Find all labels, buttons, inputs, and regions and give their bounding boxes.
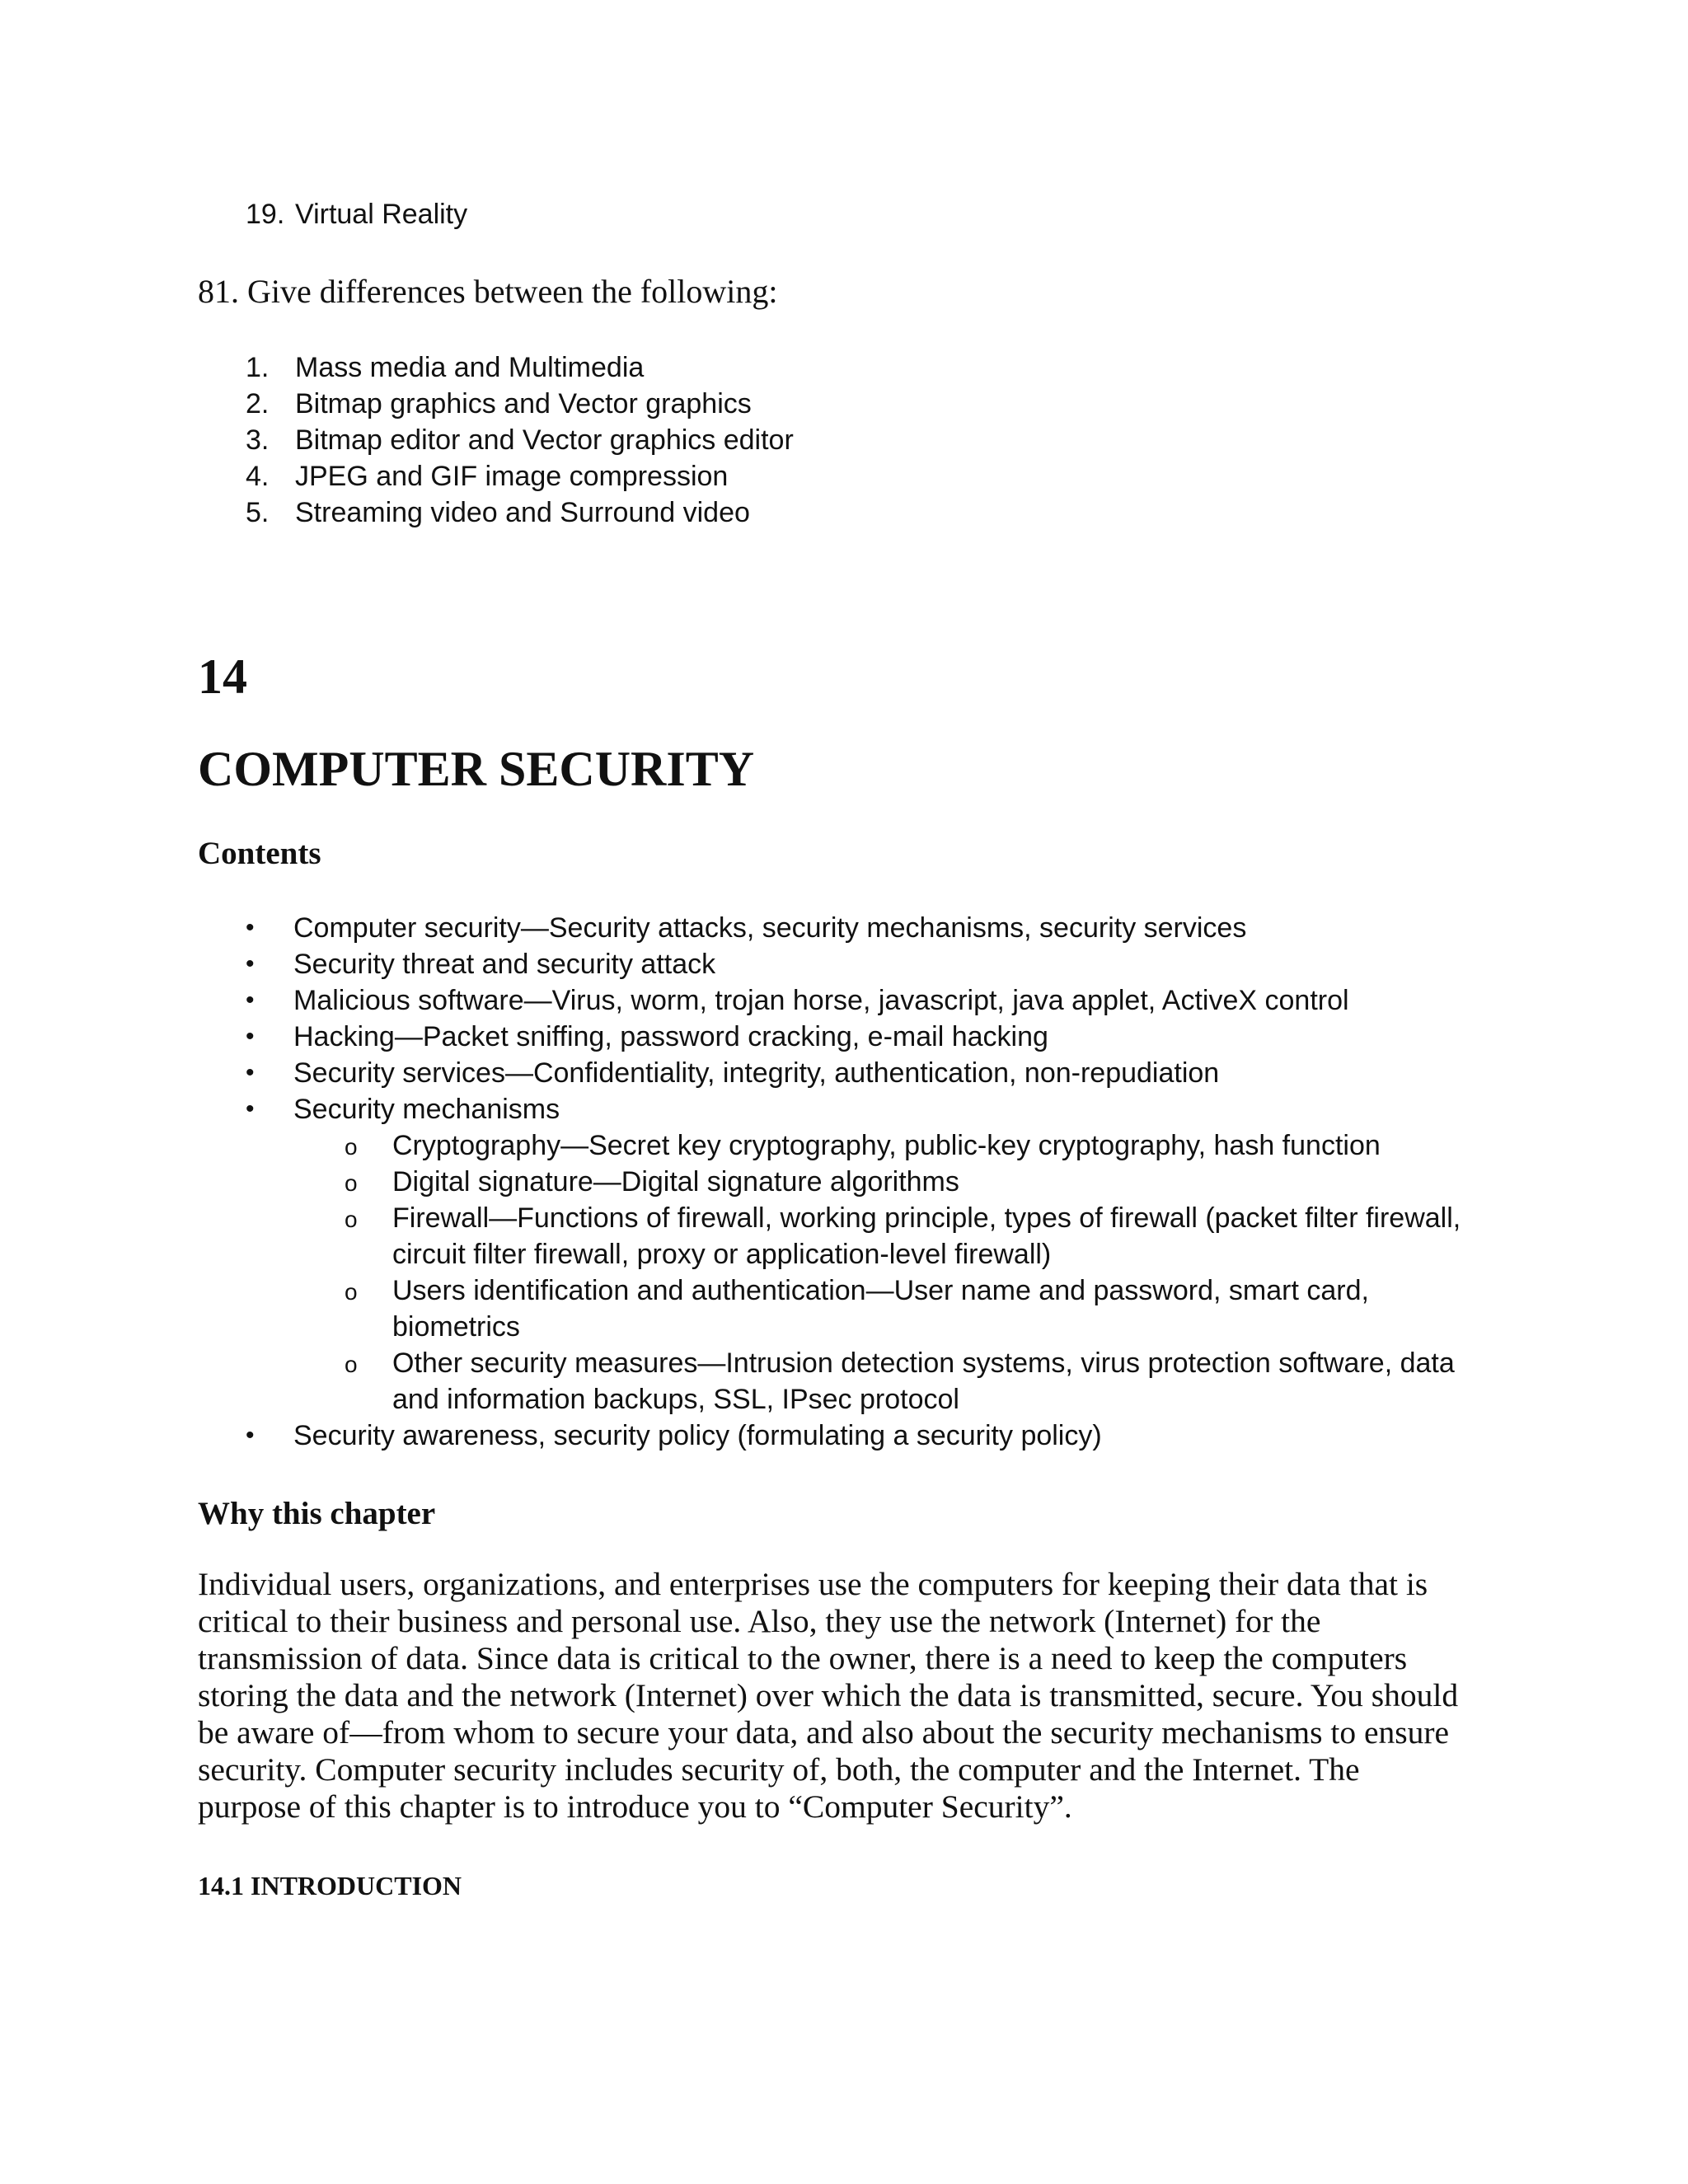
contents-subitem bbox=[345, 1127, 1381, 1164]
contents-subitem-text: Firewall—Functions of firewall, working principle, types of firewall (packet filter firewall, bbox=[392, 1202, 1461, 1234]
circle-bullet-icon: o bbox=[345, 1352, 358, 1377]
contents-subitem bbox=[345, 1345, 1455, 1381]
list-item-text: Streaming video and Surround video bbox=[295, 497, 750, 528]
section-heading: 14.1 INTRODUCTION bbox=[198, 1871, 462, 1900]
contents-subitem-text: biometrics bbox=[392, 1311, 520, 1343]
paragraph-line: storing the data and the network (Internet) over which the data is transmitted, secure. You should bbox=[198, 1677, 1459, 1713]
contents-item bbox=[246, 1418, 1102, 1454]
list-item-number: 19. bbox=[246, 199, 285, 230]
contents-subitem-continuation bbox=[392, 1236, 1051, 1272]
contents-subitem bbox=[345, 1272, 1369, 1309]
contents-item-text: Security awareness, security policy (formulating a security policy) bbox=[293, 1420, 1102, 1451]
bullet-icon: • bbox=[246, 950, 255, 977]
paragraph-line: security. Computer security includes security of, both, the computer and the Internet. The bbox=[198, 1751, 1360, 1788]
list-item-text: Virtual Reality bbox=[295, 199, 468, 230]
contents-subitem-text: Other security measures—Intrusion detection systems, virus protection software, data bbox=[392, 1347, 1455, 1379]
contents-item-text: Security threat and security attack bbox=[293, 949, 716, 980]
chapter-title: COMPUTER SECURITY bbox=[198, 742, 755, 796]
bullet-icon: • bbox=[246, 1095, 255, 1122]
circle-bullet-icon: o bbox=[345, 1207, 358, 1232]
contents-item bbox=[246, 982, 1349, 1019]
contents-heading: Contents bbox=[198, 836, 321, 871]
contents-subitem-text: Digital signature—Digital signature algorithms bbox=[392, 1166, 959, 1197]
contents-subitem-text: Users identification and authentication—User name and password, smart card, bbox=[392, 1275, 1369, 1306]
contents-subitem-continuation bbox=[392, 1309, 520, 1345]
contents-subitem-continuation bbox=[392, 1381, 959, 1418]
contents-item bbox=[246, 1019, 1048, 1055]
bullet-icon: • bbox=[246, 1059, 255, 1086]
bullet-icon: • bbox=[246, 1023, 255, 1050]
contents-item-text: Hacking—Packet sniffing, password cracking, e-mail hacking bbox=[293, 1021, 1048, 1052]
question-heading: 81. Give differences between the following: bbox=[198, 273, 778, 310]
list-item-text: Bitmap editor and Vector graphics editor bbox=[295, 424, 794, 456]
chapter-number: 14 bbox=[198, 649, 247, 704]
circle-bullet-icon: o bbox=[345, 1134, 358, 1160]
list-item-number: 5. bbox=[246, 497, 270, 528]
list-item-number: 4. bbox=[246, 461, 270, 492]
bullet-icon: • bbox=[246, 914, 255, 941]
bullet-icon: • bbox=[246, 1422, 255, 1449]
circle-bullet-icon: o bbox=[345, 1170, 358, 1196]
contents-item-text: Security mechanisms bbox=[293, 1094, 560, 1125]
contents-subitem-text: and information backups, SSL, IPsec protocol bbox=[392, 1384, 959, 1415]
contents-item bbox=[246, 910, 1247, 946]
paragraph-line: be aware of—from whom to secure your data, and also about the security mechanisms to ensure bbox=[198, 1714, 1450, 1750]
list-item-text: Mass media and Multimedia bbox=[295, 352, 645, 383]
contents-item bbox=[246, 1091, 560, 1127]
contents-subitem bbox=[345, 1200, 1461, 1236]
contents-item-text: Computer security—Security attacks, security mechanisms, security services bbox=[293, 912, 1247, 944]
contents-item-text: Malicious software—Virus, worm, trojan horse, javascript, java applet, ActiveX control bbox=[293, 985, 1349, 1016]
bullet-icon: • bbox=[246, 987, 255, 1014]
circle-bullet-icon: o bbox=[345, 1279, 358, 1305]
list-item-text: JPEG and GIF image compression bbox=[295, 461, 729, 492]
paragraph-line: purpose of this chapter is to introduce you to “Computer Security”. bbox=[198, 1788, 1072, 1825]
paragraph-line: Individual users, organizations, and enterprises use the computers for keeping their data that is bbox=[198, 1566, 1428, 1602]
contents-subitem-text: Cryptography—Secret key cryptography, public-key cryptography, hash function bbox=[392, 1130, 1381, 1161]
paragraph-line: critical to their business and personal use. Also, they use the network (Internet) for the bbox=[198, 1603, 1321, 1639]
list-item-number: 1. bbox=[246, 352, 270, 383]
contents-item bbox=[246, 946, 716, 982]
contents-subitem-text: circuit filter firewall, proxy or application-level firewall) bbox=[392, 1239, 1052, 1270]
list-item-text: Bitmap graphics and Vector graphics bbox=[295, 388, 752, 419]
list-item-number: 3. bbox=[246, 424, 270, 456]
list-item-number: 2. bbox=[246, 388, 270, 419]
contents-item bbox=[246, 1055, 1220, 1091]
contents-item-text: Security services—Confidentiality, integrity, authentication, non-repudiation bbox=[293, 1057, 1220, 1089]
why-this-chapter-heading: Why this chapter bbox=[198, 1496, 436, 1531]
paragraph-line: transmission of data. Since data is critical to the owner, there is a need to keep the computers bbox=[198, 1640, 1408, 1676]
contents-subitem bbox=[345, 1164, 959, 1200]
